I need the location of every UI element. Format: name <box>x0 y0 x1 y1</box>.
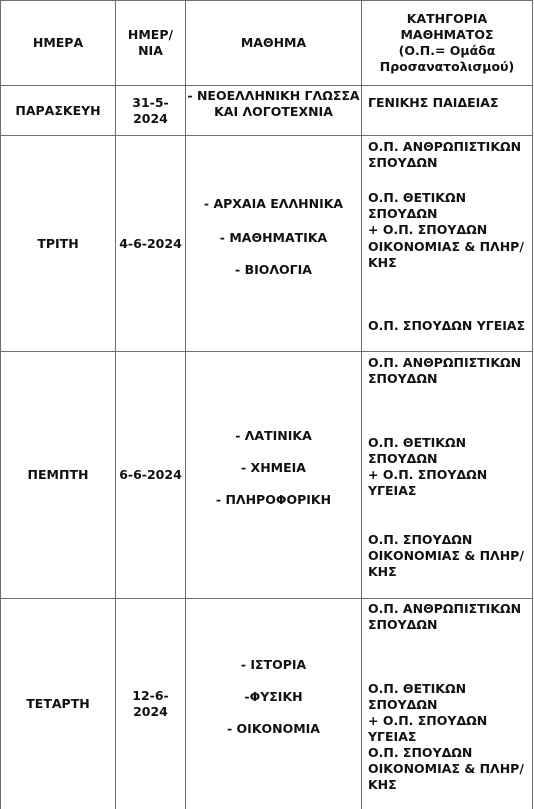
date-label: 6-6-2024 <box>119 467 182 482</box>
header-category <box>362 1 532 85</box>
header-date-label: ΗΜΕΡ/ <box>127 27 174 42</box>
category-item: ΓΕΝΙΚΗΣ ΠΑΙΔΕΙΑΣ <box>368 95 499 110</box>
category-item: Ο.Π. ΣΠΟΥΔΩΝ ΥΓΕΙΑΣ <box>368 318 526 333</box>
category-item: ΣΠΟΥΔΩΝ <box>368 617 438 632</box>
category-item: ΟΙΚΟΝΟΜΙΑΣ & ΠΛΗΡ/ <box>368 239 524 254</box>
subject-item: ΚΑΙ ΛΟΓΟΤΕΧΝΙΑ <box>214 104 333 119</box>
table-border-right <box>532 0 533 809</box>
header-day <box>1 1 115 85</box>
category-item: ΟΙΚΟΝΟΜΙΑΣ & ΠΛΗΡ/ <box>368 548 524 563</box>
date-label: 12-6- <box>132 688 169 703</box>
category-item: Ο.Π. ΘΕΤΙΚΩΝ ΣΠΟΥΔΩΝ <box>368 681 467 712</box>
category-item: ΚΗΣ <box>368 564 397 579</box>
subject-item: - ΝΕΟΕΛΛΗΝΙΚΗ ΓΛΩΣΣΑ <box>187 88 360 103</box>
category-item: Ο.Π. ΑΝΘΡΩΠΙΣΤΙΚΩΝ <box>368 601 522 616</box>
category-item: ΚΗΣ <box>368 777 397 792</box>
row-date <box>116 86 185 135</box>
day-label: ΤΕΤΑΡΤΗ <box>26 696 90 711</box>
row-subjects <box>186 86 361 124</box>
day-label: ΠΑΡΑΣΚΕΥΗ <box>15 102 101 118</box>
category-item: + Ο.Π. ΣΠΟΥΔΩΝ ΥΓΕΙΑΣ <box>368 713 488 744</box>
header-category-label: ΚΑΤΗΓΟΡΙΑ <box>406 11 488 26</box>
subject-item: - ΙΣΤΟΡΙΑ <box>240 657 307 672</box>
subject-item: - ΟΙΚΟΝΟΜΙΑ <box>227 721 320 736</box>
header-category-label: ΜΑΘΗΜΑΤΟΣ <box>400 27 494 42</box>
day-label: ΤΡΙΤΗ <box>37 235 79 251</box>
subject-item: - ΠΛΗΡΟΦΟΡΙΚΗ <box>215 492 332 507</box>
header-category-label: Προσανατολισμού) <box>379 59 515 74</box>
category-item: Ο.Π. ΑΝΘΡΩΠΙΣΤΙΚΩΝ <box>368 139 522 154</box>
row-date <box>116 352 185 598</box>
subject-item: - ΑΡΧΑΙΑ ΕΛΛΗΝΙΚΑ <box>203 196 344 211</box>
header-category-label: (Ο.Π.= Ομάδα <box>398 43 496 58</box>
header-day-label: ΗΜΕΡΑ <box>32 35 84 50</box>
category-item: Ο.Π. ΘΕΤΙΚΩΝ ΣΠΟΥΔΩΝ <box>368 190 467 221</box>
subject-item: - ΛΑΤΙΝΙΚΑ <box>235 428 312 443</box>
date-label: 2024 <box>133 110 168 126</box>
header-date-label: ΝΙΑ <box>138 43 163 58</box>
row-day <box>1 86 115 135</box>
category-item: Ο.Π. ΘΕΤΙΚΩΝ ΣΠΟΥΔΩΝ <box>368 435 467 466</box>
category-item: + Ο.Π. ΣΠΟΥΔΩΝ <box>368 222 488 237</box>
category-item: Ο.Π. ΣΠΟΥΔΩΝ <box>368 532 473 547</box>
subject-item: - ΜΑΘΗΜΑΤΙΚΑ <box>219 230 328 245</box>
category-item: ΣΠΟΥΔΩΝ <box>368 371 438 386</box>
row-date <box>116 136 185 351</box>
day-label: ΠΕΜΠΤΗ <box>27 467 89 482</box>
header-subject <box>186 1 361 85</box>
header-date <box>116 1 185 85</box>
subject-item: - ΒΙΟΛΟΓΙΑ <box>235 262 312 277</box>
date-label: 2024 <box>133 704 168 719</box>
category-item: ΚΗΣ <box>368 255 397 270</box>
header-subject-label: ΜΑΘΗΜΑ <box>240 35 307 50</box>
row-date <box>116 599 185 809</box>
row-day <box>1 136 115 351</box>
date-label: 31-5- <box>132 94 169 110</box>
subject-item: -ΦΥΣΙΚΗ <box>244 689 303 704</box>
category-item: Ο.Π. ΑΝΘΡΩΠΙΣΤΙΚΩΝ <box>368 355 522 370</box>
row-day <box>1 599 115 809</box>
category-item: Ο.Π. ΣΠΟΥΔΩΝ <box>368 745 473 760</box>
row-day <box>1 352 115 598</box>
category-item: + Ο.Π. ΣΠΟΥΔΩΝ ΥΓΕΙΑΣ <box>368 467 488 498</box>
subject-item: - ΧΗΜΕΙΑ <box>241 460 306 475</box>
category-item: ΣΠΟΥΔΩΝ <box>368 155 438 170</box>
column-divider <box>361 0 362 809</box>
category-item: ΟΙΚΟΝΟΜΙΑΣ & ΠΛΗΡ/ <box>368 761 524 776</box>
date-label: 4-6-2024 <box>119 235 182 251</box>
